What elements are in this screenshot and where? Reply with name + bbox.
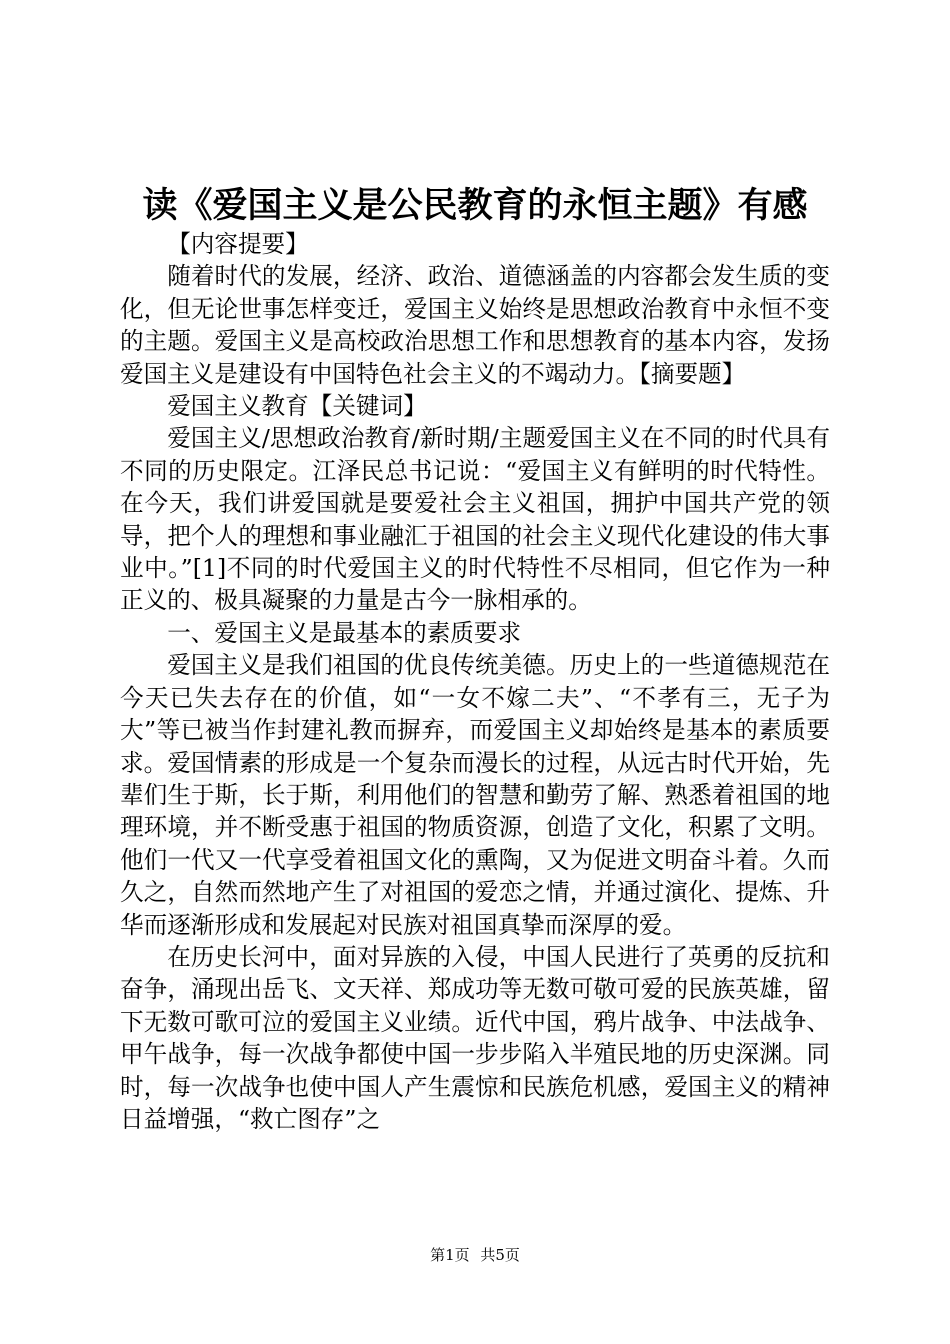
section-heading-1: 一、爱国主义是最基本的素质要求 [167,618,522,647]
keywords-heading: 爱国主义教育【关键词】 [167,392,427,421]
summary-heading: 【内容提要】 [167,230,309,258]
page-number: 第1页 [430,1246,470,1264]
summary-paragraph: 随着时代的发展，经济、政治、道德涵盖的内容都会发生质的变化，但无论世事怎样变迁，爱国主义始终是思想政治教育中永恒不变的主题。爱国主义是高校政治思想工作和思想教育的基本内容，发扬爱国主义是建设有中国特色社会主义的不竭动力。【摘要题】 [120,262,830,388]
intro-paragraph: 爱国主义/思想政治教育/新时期/主题爱国主义在不同的时代具有不同的历史限定。江泽民总书记说：“爱国主义有鲜明的时代特性。在今天，我们讲爱国就是要爱社会主义祖国，拥护中国共产党的领导，把个人的理想和事业融汇于祖国的社会主义现代化建设的伟大事业中。”[1]不同的时代爱国主义的时代特性不尽相同，但它作为一种正义的、极具凝聚的力量是古今一脉相承的。 [120,424,830,615]
document-title: 读《爱国主义是公民教育的永恒主题》有感 [142,185,808,226]
section-1-paragraph-1: 爱国主义是我们祖国的优良传统美德。历史上的一些道德规范在今天已失去存在的价值，如“一女不嫁二夫”、“不孝有三，无子为大”等已被当作封建礼教而摒弃，而爱国主义却始终是基本的素质要求。爱国情素的形成是一个复杂而漫长的过程，从远古时代开始，先辈们生于斯，长于斯，利用他们的智慧和勤劳了解、熟悉着祖国的地理环境，并不断受惠于祖国的物质资源，创造了文化，积累了文明。他们一代又一代享受着祖国文化的熏陶，又为促进文明奋斗着。久而久之，自然而然地产生了对祖国的爱恋之情，并通过演化、提炼、升华而逐渐形成和发展起对民族对祖国真挚而深厚的爱。 [120,651,830,939]
page-total: 共5页 [480,1246,520,1264]
page-footer [0,1244,950,1266]
document-body [120,228,830,1135]
section-1-paragraph-2: 在历史长河中，面对异族的入侵，中国人民进行了英勇的反抗和奋争，涌现出岳飞、文天祥、郑成功等无数可敬可爱的民族英雄，留下无数可歌可泣的爱国主义业绩。近代中国，鸦片战争、中法战争、甲午战争，每一次战争都使中国一步步陷入半殖民地的历史深渊。同时，每一次战争也使中国人产生震惊和民族危机感，爱国主义的精神日益增强，“救亡图存”之 [120,942,830,1133]
